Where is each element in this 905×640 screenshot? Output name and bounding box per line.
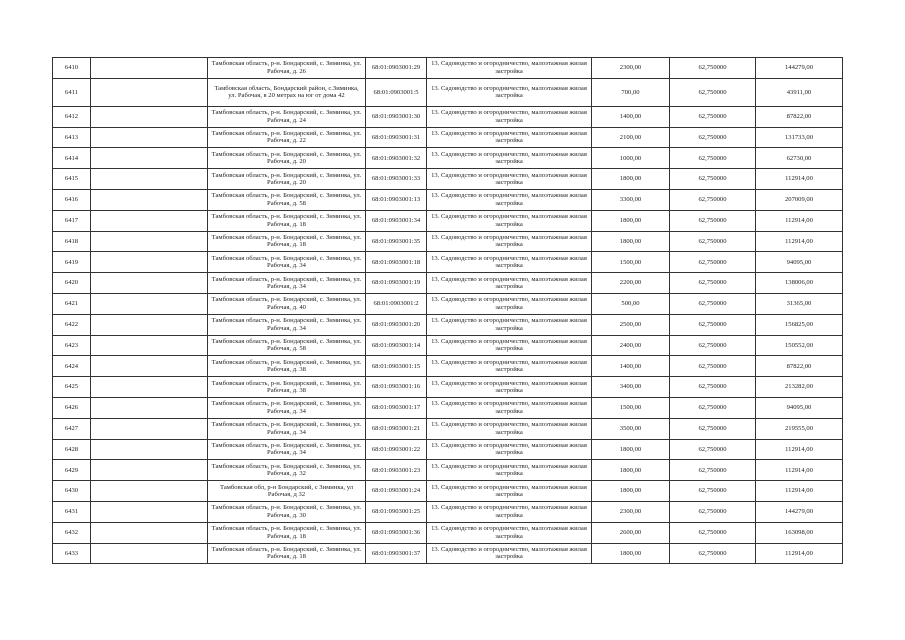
row-number-cell: 6429: [53, 460, 91, 481]
table-row: [53, 169, 843, 190]
land-use-cell: 13. Садоводство и огородничество, малоэтажная жилая застройка: [427, 543, 592, 564]
row-number-cell: 6418: [53, 231, 91, 252]
cadastral-value-cell: 62730,00: [756, 148, 843, 169]
row-number-cell: 6412: [53, 106, 91, 127]
cadastral-number-cell: 68:01:0903001:34: [366, 210, 427, 231]
land-use-cell: 13. Садоводство и огородничество, малоэтажная жилая застройка: [427, 439, 592, 460]
spacer-cell: [91, 78, 208, 106]
area-cell: 1400,00: [592, 106, 670, 127]
area-cell: 500,00: [592, 293, 670, 314]
specific-value-cell: 62,750000: [670, 418, 756, 439]
specific-value-cell: 62,750000: [670, 106, 756, 127]
cadastral-number-cell: 68:01:0903001:18: [366, 252, 427, 273]
spacer-cell: [91, 481, 208, 502]
land-use-cell: 13. Садоводство и огородничество, малоэтажная жилая застройка: [427, 397, 592, 418]
area-cell: 2300,00: [592, 501, 670, 522]
land-use-cell: 13. Садоводство и огородничество, малоэтажная жилая застройка: [427, 189, 592, 210]
row-number-cell: 6426: [53, 397, 91, 418]
specific-value-cell: 62,750000: [670, 543, 756, 564]
table-row: [53, 543, 843, 564]
land-use-cell: 13. Садоводство и огородничество, малоэтажная жилая застройка: [427, 293, 592, 314]
cadastral-number-cell: 68:01:0903001:29: [366, 58, 427, 79]
cadastral-number-cell: 68:01:0903001:14: [366, 335, 427, 356]
specific-value-cell: 62,750000: [670, 397, 756, 418]
address-cell: Тамбовская область, р-н. Бондарский, с. Зиминка, ул. Рабочая, д. 20: [208, 169, 366, 190]
specific-value-cell: 62,750000: [670, 314, 756, 335]
row-number-cell: 6422: [53, 314, 91, 335]
address-cell: Тамбовская область, Бондарский район, с.Зиминка, ул. Рабочая, в 20 метрах на юг от дома 42: [208, 78, 366, 106]
address-cell: Тамбовская область, р-н. Бондарский, с. Зиминка, ул. Рабочая, д. 58: [208, 189, 366, 210]
table-row: [53, 127, 843, 148]
area-cell: 1800,00: [592, 169, 670, 190]
cadastral-number-cell: 68:01:0903001:24: [366, 481, 427, 502]
area-cell: 1500,00: [592, 252, 670, 273]
spacer-cell: [91, 189, 208, 210]
land-use-cell: 13. Садоводство и огородничество, малоэтажная жилая застройка: [427, 418, 592, 439]
address-cell: Тамбовская область, р-н. Бондарский, с. Зиминка, ул. Рабочая, д. 58: [208, 335, 366, 356]
spacer-cell: [91, 314, 208, 335]
table-row: [53, 522, 843, 543]
row-number-cell: 6419: [53, 252, 91, 273]
table-row: [53, 481, 843, 502]
address-cell: Тамбовская область, р-н. Бондарский, с. Зиминка, ул. Рабочая, д. 38: [208, 377, 366, 398]
cadastral-number-cell: 68:01:0903001:5: [366, 78, 427, 106]
specific-value-cell: 62,750000: [670, 377, 756, 398]
land-use-cell: 13. Садоводство и огородничество, малоэтажная жилая застройка: [427, 148, 592, 169]
cadastral-value-cell: 43911,00: [756, 78, 843, 106]
row-number-cell: 6433: [53, 543, 91, 564]
land-use-cell: 13. Садоводство и огородничество, малоэтажная жилая застройка: [427, 78, 592, 106]
specific-value-cell: 62,750000: [670, 169, 756, 190]
spacer-cell: [91, 231, 208, 252]
address-cell: Тамбовская обл, р-н Бондарский, с Зиминка, ул Рабочая, д 32: [208, 481, 366, 502]
area-cell: 3400,00: [592, 377, 670, 398]
cadastral-value-cell: 112914,00: [756, 543, 843, 564]
table-row: [53, 273, 843, 294]
table-row: [53, 231, 843, 252]
cadastral-number-cell: 68:01:0903001:17: [366, 397, 427, 418]
table-row: [53, 356, 843, 377]
row-number-cell: 6411: [53, 78, 91, 106]
row-number-cell: 6420: [53, 273, 91, 294]
area-cell: 2600,00: [592, 522, 670, 543]
spacer-cell: [91, 418, 208, 439]
land-use-cell: 13. Садоводство и огородничество, малоэтажная жилая застройка: [427, 169, 592, 190]
area-cell: 3500,00: [592, 418, 670, 439]
address-cell: Тамбовская область, р-н. Бондарский, с. Зиминка, ул. Рабочая, д. 26: [208, 58, 366, 79]
spacer-cell: [91, 522, 208, 543]
cadastral-value-cell: 112914,00: [756, 169, 843, 190]
address-cell: Тамбовская область, р-н. Бондарский, с. Зиминка, ул. Рабочая, д. 38: [208, 356, 366, 377]
cadastral-value-cell: 112914,00: [756, 460, 843, 481]
address-cell: Тамбовская область, р-н. Бондарский, с. Зиминка, ул. Рабочая, д. 32: [208, 460, 366, 481]
specific-value-cell: 62,750000: [670, 148, 756, 169]
cadastral-value-cell: 131733,00: [756, 127, 843, 148]
cadastral-value-cell: 112914,00: [756, 481, 843, 502]
land-use-cell: 13. Садоводство и огородничество, малоэтажная жилая застройка: [427, 273, 592, 294]
area-cell: 3300,00: [592, 189, 670, 210]
land-use-cell: 13. Садоводство и огородничество, малоэтажная жилая застройка: [427, 501, 592, 522]
spacer-cell: [91, 273, 208, 294]
table-row: [53, 377, 843, 398]
address-cell: Тамбовская область, р-н. Бондарский, с. Зиминка, ул. Рабочая, д. 34: [208, 439, 366, 460]
spacer-cell: [91, 356, 208, 377]
row-number-cell: 6424: [53, 356, 91, 377]
table-row: [53, 78, 843, 106]
cadastral-number-cell: 68:01:0903001:19: [366, 273, 427, 294]
table-row: [53, 314, 843, 335]
specific-value-cell: 62,750000: [670, 210, 756, 231]
cadastral-value-cell: 87822,00: [756, 106, 843, 127]
row-number-cell: 6417: [53, 210, 91, 231]
area-cell: 1800,00: [592, 439, 670, 460]
cadastral-value-cell: 112914,00: [756, 231, 843, 252]
cadastral-value-cell: 31365,00: [756, 293, 843, 314]
cadastral-number-cell: 68:01:0903001:30: [366, 106, 427, 127]
area-cell: 2200,00: [592, 273, 670, 294]
cadastral-number-cell: 68:01:0903001:25: [366, 501, 427, 522]
cadastral-value-cell: 156825,00: [756, 314, 843, 335]
spacer-cell: [91, 127, 208, 148]
cadastral-number-cell: 68:01:0903001:35: [366, 231, 427, 252]
land-use-cell: 13. Садоводство и огородничество, малоэтажная жилая застройка: [427, 231, 592, 252]
specific-value-cell: 62,750000: [670, 58, 756, 79]
spacer-cell: [91, 543, 208, 564]
spacer-cell: [91, 397, 208, 418]
row-number-cell: 6430: [53, 481, 91, 502]
row-number-cell: 6415: [53, 169, 91, 190]
area-cell: 2300,00: [592, 58, 670, 79]
spacer-cell: [91, 377, 208, 398]
cadastral-number-cell: 68:01:0903001:22: [366, 439, 427, 460]
cadastral-number-cell: 68:01:0903001:2: [366, 293, 427, 314]
cadastral-number-cell: 68:01:0903001:20: [366, 314, 427, 335]
specific-value-cell: 62,750000: [670, 78, 756, 106]
row-number-cell: 6416: [53, 189, 91, 210]
specific-value-cell: 62,750000: [670, 293, 756, 314]
table-row: [53, 439, 843, 460]
address-cell: Тамбовская область, р-н. Бондарский, с. Зиминка, ул. Рабочая, д. 34: [208, 418, 366, 439]
cadastral-number-cell: 68:01:0903001:31: [366, 127, 427, 148]
specific-value-cell: 62,750000: [670, 481, 756, 502]
table-row: [53, 148, 843, 169]
table-row: [53, 189, 843, 210]
area-cell: 1800,00: [592, 543, 670, 564]
specific-value-cell: 62,750000: [670, 127, 756, 148]
cadastral-value-cell: 112914,00: [756, 439, 843, 460]
cadastral-value-cell: 94095,00: [756, 397, 843, 418]
address-cell: Тамбовская область, р-н. Бондарский, с. Зиминка, ул. Рабочая, д. 20: [208, 148, 366, 169]
address-cell: Тамбовская область, р-н. Бондарский, с. Зиминка, ул. Рабочая, д. 18: [208, 231, 366, 252]
specific-value-cell: 62,750000: [670, 460, 756, 481]
table-row: [53, 252, 843, 273]
table-row: [53, 335, 843, 356]
land-use-cell: 13. Садоводство и огородничество, малоэтажная жилая застройка: [427, 127, 592, 148]
row-number-cell: 6421: [53, 293, 91, 314]
spacer-cell: [91, 252, 208, 273]
cadastral-value-cell: 213282,00: [756, 377, 843, 398]
area-cell: 1500,00: [592, 397, 670, 418]
address-cell: Тамбовская область, р-н. Бондарский, с. Зиминка, ул. Рабочая, д. 34: [208, 273, 366, 294]
table-row: [53, 397, 843, 418]
address-cell: Тамбовская область, р-н. Бондарский, с. Зиминка, ул. Рабочая, д. 18: [208, 210, 366, 231]
spacer-cell: [91, 210, 208, 231]
address-cell: Тамбовская область, р-н. Бондарский, с. Зиминка, ул. Рабочая, д. 34: [208, 252, 366, 273]
land-use-cell: 13. Садоводство и огородничество, малоэтажная жилая застройка: [427, 314, 592, 335]
address-cell: Тамбовская область, р-н. Бондарский, с. Зиминка, ул. Рабочая, д. 22: [208, 127, 366, 148]
table-row: [53, 210, 843, 231]
spacer-cell: [91, 293, 208, 314]
address-cell: Тамбовская область, р-н. Бондарский, с. Зиминка, ул. Рабочая, д. 40: [208, 293, 366, 314]
spacer-cell: [91, 58, 208, 79]
land-use-cell: 13. Садоводство и огородничество, малоэтажная жилая застройка: [427, 210, 592, 231]
area-cell: 1800,00: [592, 210, 670, 231]
land-use-cell: 13. Садоводство и огородничество, малоэтажная жилая застройка: [427, 252, 592, 273]
area-cell: 2400,00: [592, 335, 670, 356]
specific-value-cell: 62,750000: [670, 273, 756, 294]
land-registry-table: [52, 57, 843, 564]
area-cell: 1800,00: [592, 460, 670, 481]
cadastral-number-cell: 68:01:0903001:21: [366, 418, 427, 439]
row-number-cell: 6431: [53, 501, 91, 522]
row-number-cell: 6427: [53, 418, 91, 439]
specific-value-cell: 62,750000: [670, 252, 756, 273]
table-row: [53, 106, 843, 127]
row-number-cell: 6428: [53, 439, 91, 460]
land-use-cell: 13. Садоводство и огородничество, малоэтажная жилая застройка: [427, 377, 592, 398]
spacer-cell: [91, 335, 208, 356]
spacer-cell: [91, 106, 208, 127]
table-row: [53, 418, 843, 439]
specific-value-cell: 62,750000: [670, 501, 756, 522]
area-cell: 2500,00: [592, 314, 670, 335]
spacer-cell: [91, 148, 208, 169]
spacer-cell: [91, 439, 208, 460]
land-use-cell: 13. Садоводство и огородничество, малоэтажная жилая застройка: [427, 460, 592, 481]
row-number-cell: 6423: [53, 335, 91, 356]
row-number-cell: 6425: [53, 377, 91, 398]
specific-value-cell: 62,750000: [670, 522, 756, 543]
specific-value-cell: 62,750000: [670, 356, 756, 377]
address-cell: Тамбовская область, р-н. Бондарский, с. Зиминка, ул. Рабочая, д. 34: [208, 314, 366, 335]
row-number-cell: 6432: [53, 522, 91, 543]
cadastral-value-cell: 144279,00: [756, 58, 843, 79]
cadastral-value-cell: 150552,00: [756, 335, 843, 356]
land-use-cell: 13. Садоводство и огородничество, малоэтажная жилая застройка: [427, 356, 592, 377]
land-use-cell: 13. Садоводство и огородничество, малоэтажная жилая застройка: [427, 58, 592, 79]
cadastral-number-cell: 68:01:0903001:13: [366, 189, 427, 210]
area-cell: 2100,00: [592, 127, 670, 148]
row-number-cell: 6414: [53, 148, 91, 169]
land-use-cell: 13. Садоводство и огородничество, малоэтажная жилая застройка: [427, 481, 592, 502]
cadastral-number-cell: 68:01:0903001:33: [366, 169, 427, 190]
table-row: [53, 460, 843, 481]
spacer-cell: [91, 460, 208, 481]
cadastral-value-cell: 219555,00: [756, 418, 843, 439]
row-number-cell: 6410: [53, 58, 91, 79]
cadastral-number-cell: 68:01:0903001:16: [366, 377, 427, 398]
cadastral-value-cell: 94095,00: [756, 252, 843, 273]
cadastral-number-cell: 68:01:0903001:23: [366, 460, 427, 481]
table-row: [53, 58, 843, 79]
spacer-cell: [91, 501, 208, 522]
cadastral-number-cell: 68:01:0903001:37: [366, 543, 427, 564]
land-use-cell: 13. Садоводство и огородничество, малоэтажная жилая застройка: [427, 522, 592, 543]
area-cell: 1800,00: [592, 231, 670, 252]
specific-value-cell: 62,750000: [670, 439, 756, 460]
cadastral-value-cell: 112914,00: [756, 210, 843, 231]
address-cell: Тамбовская область, р-н. Бондарский, с. Зиминка, ул. Рабочая, д. 18: [208, 522, 366, 543]
address-cell: Тамбовская область, р-н. Бондарский, с. Зиминка, ул. Рабочая, д. 18: [208, 543, 366, 564]
row-number-cell: 6413: [53, 127, 91, 148]
table-row: [53, 293, 843, 314]
area-cell: 1400,00: [592, 356, 670, 377]
cadastral-number-cell: 68:01:0903001:32: [366, 148, 427, 169]
cadastral-number-cell: 68:01:0903001:15: [366, 356, 427, 377]
table-row: [53, 501, 843, 522]
cadastral-value-cell: 207009,00: [756, 189, 843, 210]
area-cell: 1800,00: [592, 481, 670, 502]
land-use-cell: 13. Садоводство и огородничество, малоэтажная жилая застройка: [427, 106, 592, 127]
area-cell: 700,00: [592, 78, 670, 106]
cadastral-number-cell: 68:01:0903001:36: [366, 522, 427, 543]
land-use-cell: 13. Садоводство и огородничество, малоэтажная жилая застройка: [427, 335, 592, 356]
area-cell: 1000,00: [592, 148, 670, 169]
cadastral-value-cell: 87822,00: [756, 356, 843, 377]
address-cell: Тамбовская область, р-н. Бондарский, с. Зиминка, ул. Рабочая, д. 30: [208, 501, 366, 522]
address-cell: Тамбовская область, р-н. Бондарский, с. Зиминка, ул. Рабочая, д. 24: [208, 106, 366, 127]
cadastral-value-cell: 138006,00: [756, 273, 843, 294]
address-cell: Тамбовская область, р-н. Бондарский, с. Зиминка, ул. Рабочая, д. 34: [208, 397, 366, 418]
specific-value-cell: 62,750000: [670, 335, 756, 356]
cadastral-value-cell: 144279,00: [756, 501, 843, 522]
cadastral-value-cell: 163098,00: [756, 522, 843, 543]
specific-value-cell: 62,750000: [670, 189, 756, 210]
specific-value-cell: 62,750000: [670, 231, 756, 252]
spacer-cell: [91, 169, 208, 190]
